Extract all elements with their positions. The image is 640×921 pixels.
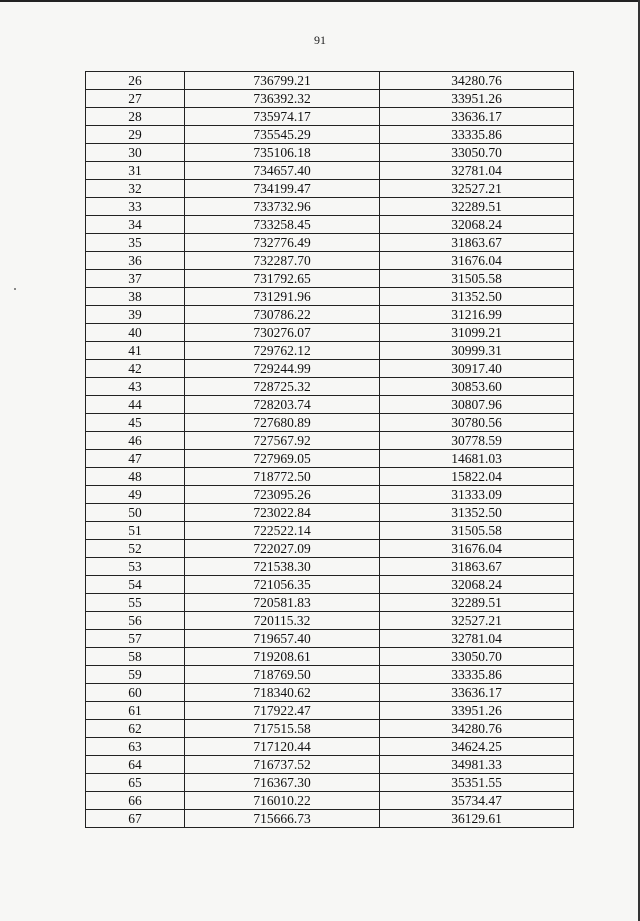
table-row — [86, 630, 574, 648]
x-coordinate-cell: 717120.44 — [185, 738, 380, 756]
coordinate-table — [85, 71, 574, 828]
point-number-cell: 55 — [86, 594, 185, 612]
point-number-cell: 60 — [86, 684, 185, 702]
table-row — [86, 90, 574, 108]
point-number-cell: 41 — [86, 342, 185, 360]
x-coordinate-cell: 718769.50 — [185, 666, 380, 684]
table-row — [86, 144, 574, 162]
point-number-cell: 38 — [86, 288, 185, 306]
table-row — [86, 126, 574, 144]
table-row — [86, 162, 574, 180]
y-coordinate-cell: 32068.24 — [380, 576, 574, 594]
x-coordinate-cell: 728725.32 — [185, 378, 380, 396]
point-number-cell: 48 — [86, 468, 185, 486]
x-coordinate-cell: 716367.30 — [185, 774, 380, 792]
x-coordinate-cell: 723022.84 — [185, 504, 380, 522]
table-row — [86, 810, 574, 828]
y-coordinate-cell: 31863.67 — [380, 234, 574, 252]
table-row — [86, 486, 574, 504]
y-coordinate-cell: 31099.21 — [380, 324, 574, 342]
x-coordinate-cell: 735106.18 — [185, 144, 380, 162]
point-number-cell: 44 — [86, 396, 185, 414]
point-number-cell: 37 — [86, 270, 185, 288]
point-number-cell: 46 — [86, 432, 185, 450]
x-coordinate-cell: 715666.73 — [185, 810, 380, 828]
y-coordinate-cell: 30999.31 — [380, 342, 574, 360]
x-coordinate-cell: 735545.29 — [185, 126, 380, 144]
table-row — [86, 378, 574, 396]
page-number: 91 — [314, 33, 326, 47]
y-coordinate-cell: 34280.76 — [380, 720, 574, 738]
y-coordinate-cell: 33951.26 — [380, 702, 574, 720]
x-coordinate-cell: 729762.12 — [185, 342, 380, 360]
point-number-cell: 66 — [86, 792, 185, 810]
x-coordinate-cell: 730786.22 — [185, 306, 380, 324]
table-row — [86, 756, 574, 774]
point-number-cell: 58 — [86, 648, 185, 666]
y-coordinate-cell: 31863.67 — [380, 558, 574, 576]
point-number-cell: 64 — [86, 756, 185, 774]
y-coordinate-cell: 31505.58 — [380, 270, 574, 288]
table-row — [86, 180, 574, 198]
x-coordinate-cell: 721056.35 — [185, 576, 380, 594]
x-coordinate-cell: 736799.21 — [185, 72, 380, 90]
table-row — [86, 468, 574, 486]
table-row — [86, 198, 574, 216]
table-row — [86, 504, 574, 522]
table-row — [86, 522, 574, 540]
y-coordinate-cell: 34280.76 — [380, 72, 574, 90]
y-coordinate-cell: 32781.04 — [380, 162, 574, 180]
point-number-cell: 29 — [86, 126, 185, 144]
table-row — [86, 360, 574, 378]
table-row — [86, 414, 574, 432]
point-number-cell: 40 — [86, 324, 185, 342]
y-coordinate-cell: 32527.21 — [380, 612, 574, 630]
x-coordinate-cell: 722522.14 — [185, 522, 380, 540]
point-number-cell: 61 — [86, 702, 185, 720]
y-coordinate-cell: 30807.96 — [380, 396, 574, 414]
x-coordinate-cell: 729244.99 — [185, 360, 380, 378]
y-coordinate-cell: 34981.33 — [380, 756, 574, 774]
y-coordinate-cell: 32068.24 — [380, 216, 574, 234]
x-coordinate-cell: 718772.50 — [185, 468, 380, 486]
point-number-cell: 50 — [86, 504, 185, 522]
scan-speck — [14, 288, 16, 290]
y-coordinate-cell: 33050.70 — [380, 648, 574, 666]
y-coordinate-cell: 36129.61 — [380, 810, 574, 828]
point-number-cell: 47 — [86, 450, 185, 468]
y-coordinate-cell: 32781.04 — [380, 630, 574, 648]
table-row — [86, 558, 574, 576]
point-number-cell: 63 — [86, 738, 185, 756]
y-coordinate-cell: 34624.25 — [380, 738, 574, 756]
table-row — [86, 612, 574, 630]
y-coordinate-cell: 31676.04 — [380, 540, 574, 558]
table-row — [86, 342, 574, 360]
table-row — [86, 432, 574, 450]
point-number-cell: 67 — [86, 810, 185, 828]
x-coordinate-cell: 732776.49 — [185, 234, 380, 252]
x-coordinate-cell: 716737.52 — [185, 756, 380, 774]
x-coordinate-cell: 719657.40 — [185, 630, 380, 648]
y-coordinate-cell: 15822.04 — [380, 468, 574, 486]
x-coordinate-cell: 727680.89 — [185, 414, 380, 432]
point-number-cell: 56 — [86, 612, 185, 630]
table-row — [86, 324, 574, 342]
x-coordinate-cell: 716010.22 — [185, 792, 380, 810]
x-coordinate-cell: 717515.58 — [185, 720, 380, 738]
x-coordinate-cell: 720581.83 — [185, 594, 380, 612]
table-row — [86, 72, 574, 90]
x-coordinate-cell: 736392.32 — [185, 90, 380, 108]
point-number-cell: 53 — [86, 558, 185, 576]
table-row — [86, 666, 574, 684]
table-row — [86, 684, 574, 702]
page-edge-top — [0, 0, 640, 2]
table-row — [86, 288, 574, 306]
y-coordinate-cell: 32289.51 — [380, 594, 574, 612]
x-coordinate-cell: 734657.40 — [185, 162, 380, 180]
y-coordinate-cell: 30917.40 — [380, 360, 574, 378]
y-coordinate-cell: 31676.04 — [380, 252, 574, 270]
x-coordinate-cell: 722027.09 — [185, 540, 380, 558]
table-row — [86, 216, 574, 234]
x-coordinate-cell: 735974.17 — [185, 108, 380, 126]
point-number-cell: 32 — [86, 180, 185, 198]
coordinate-table-body — [86, 72, 574, 828]
point-number-cell: 27 — [86, 90, 185, 108]
x-coordinate-cell: 723095.26 — [185, 486, 380, 504]
y-coordinate-cell: 31505.58 — [380, 522, 574, 540]
y-coordinate-cell: 33050.70 — [380, 144, 574, 162]
point-number-cell: 26 — [86, 72, 185, 90]
x-coordinate-cell: 730276.07 — [185, 324, 380, 342]
point-number-cell: 52 — [86, 540, 185, 558]
table-row — [86, 450, 574, 468]
x-coordinate-cell: 731291.96 — [185, 288, 380, 306]
x-coordinate-cell: 734199.47 — [185, 180, 380, 198]
x-coordinate-cell: 721538.30 — [185, 558, 380, 576]
point-number-cell: 33 — [86, 198, 185, 216]
x-coordinate-cell: 719208.61 — [185, 648, 380, 666]
x-coordinate-cell: 727567.92 — [185, 432, 380, 450]
y-coordinate-cell: 33636.17 — [380, 684, 574, 702]
point-number-cell: 59 — [86, 666, 185, 684]
point-number-cell: 43 — [86, 378, 185, 396]
point-number-cell: 51 — [86, 522, 185, 540]
point-number-cell: 54 — [86, 576, 185, 594]
x-coordinate-cell: 717922.47 — [185, 702, 380, 720]
point-number-cell: 39 — [86, 306, 185, 324]
x-coordinate-cell: 731792.65 — [185, 270, 380, 288]
point-number-cell: 57 — [86, 630, 185, 648]
table-row — [86, 306, 574, 324]
x-coordinate-cell: 732287.70 — [185, 252, 380, 270]
table-row — [86, 234, 574, 252]
table-row — [86, 648, 574, 666]
table-row — [86, 738, 574, 756]
point-number-cell: 30 — [86, 144, 185, 162]
x-coordinate-cell: 720115.32 — [185, 612, 380, 630]
table-row — [86, 270, 574, 288]
table-row — [86, 252, 574, 270]
y-coordinate-cell: 31333.09 — [380, 486, 574, 504]
x-coordinate-cell: 733258.45 — [185, 216, 380, 234]
x-coordinate-cell: 733732.96 — [185, 198, 380, 216]
point-number-cell: 31 — [86, 162, 185, 180]
y-coordinate-cell: 33951.26 — [380, 90, 574, 108]
point-number-cell: 42 — [86, 360, 185, 378]
x-coordinate-cell: 718340.62 — [185, 684, 380, 702]
y-coordinate-cell: 32289.51 — [380, 198, 574, 216]
table-row — [86, 720, 574, 738]
point-number-cell: 36 — [86, 252, 185, 270]
table-row — [86, 576, 574, 594]
x-coordinate-cell: 727969.05 — [185, 450, 380, 468]
point-number-cell: 65 — [86, 774, 185, 792]
point-number-cell: 35 — [86, 234, 185, 252]
y-coordinate-cell: 30780.56 — [380, 414, 574, 432]
y-coordinate-cell: 31216.99 — [380, 306, 574, 324]
point-number-cell: 34 — [86, 216, 185, 234]
y-coordinate-cell: 35351.55 — [380, 774, 574, 792]
table-row — [86, 396, 574, 414]
point-number-cell: 45 — [86, 414, 185, 432]
table-row — [86, 792, 574, 810]
table-row — [86, 774, 574, 792]
y-coordinate-cell: 35734.47 — [380, 792, 574, 810]
point-number-cell: 49 — [86, 486, 185, 504]
table-row — [86, 594, 574, 612]
y-coordinate-cell: 14681.03 — [380, 450, 574, 468]
point-number-cell: 28 — [86, 108, 185, 126]
point-number-cell: 62 — [86, 720, 185, 738]
table-row — [86, 702, 574, 720]
y-coordinate-cell: 33335.86 — [380, 126, 574, 144]
y-coordinate-cell: 33335.86 — [380, 666, 574, 684]
y-coordinate-cell: 33636.17 — [380, 108, 574, 126]
table-row — [86, 540, 574, 558]
y-coordinate-cell: 31352.50 — [380, 504, 574, 522]
table-row — [86, 108, 574, 126]
x-coordinate-cell: 728203.74 — [185, 396, 380, 414]
y-coordinate-cell: 30778.59 — [380, 432, 574, 450]
y-coordinate-cell: 30853.60 — [380, 378, 574, 396]
y-coordinate-cell: 31352.50 — [380, 288, 574, 306]
y-coordinate-cell: 32527.21 — [380, 180, 574, 198]
